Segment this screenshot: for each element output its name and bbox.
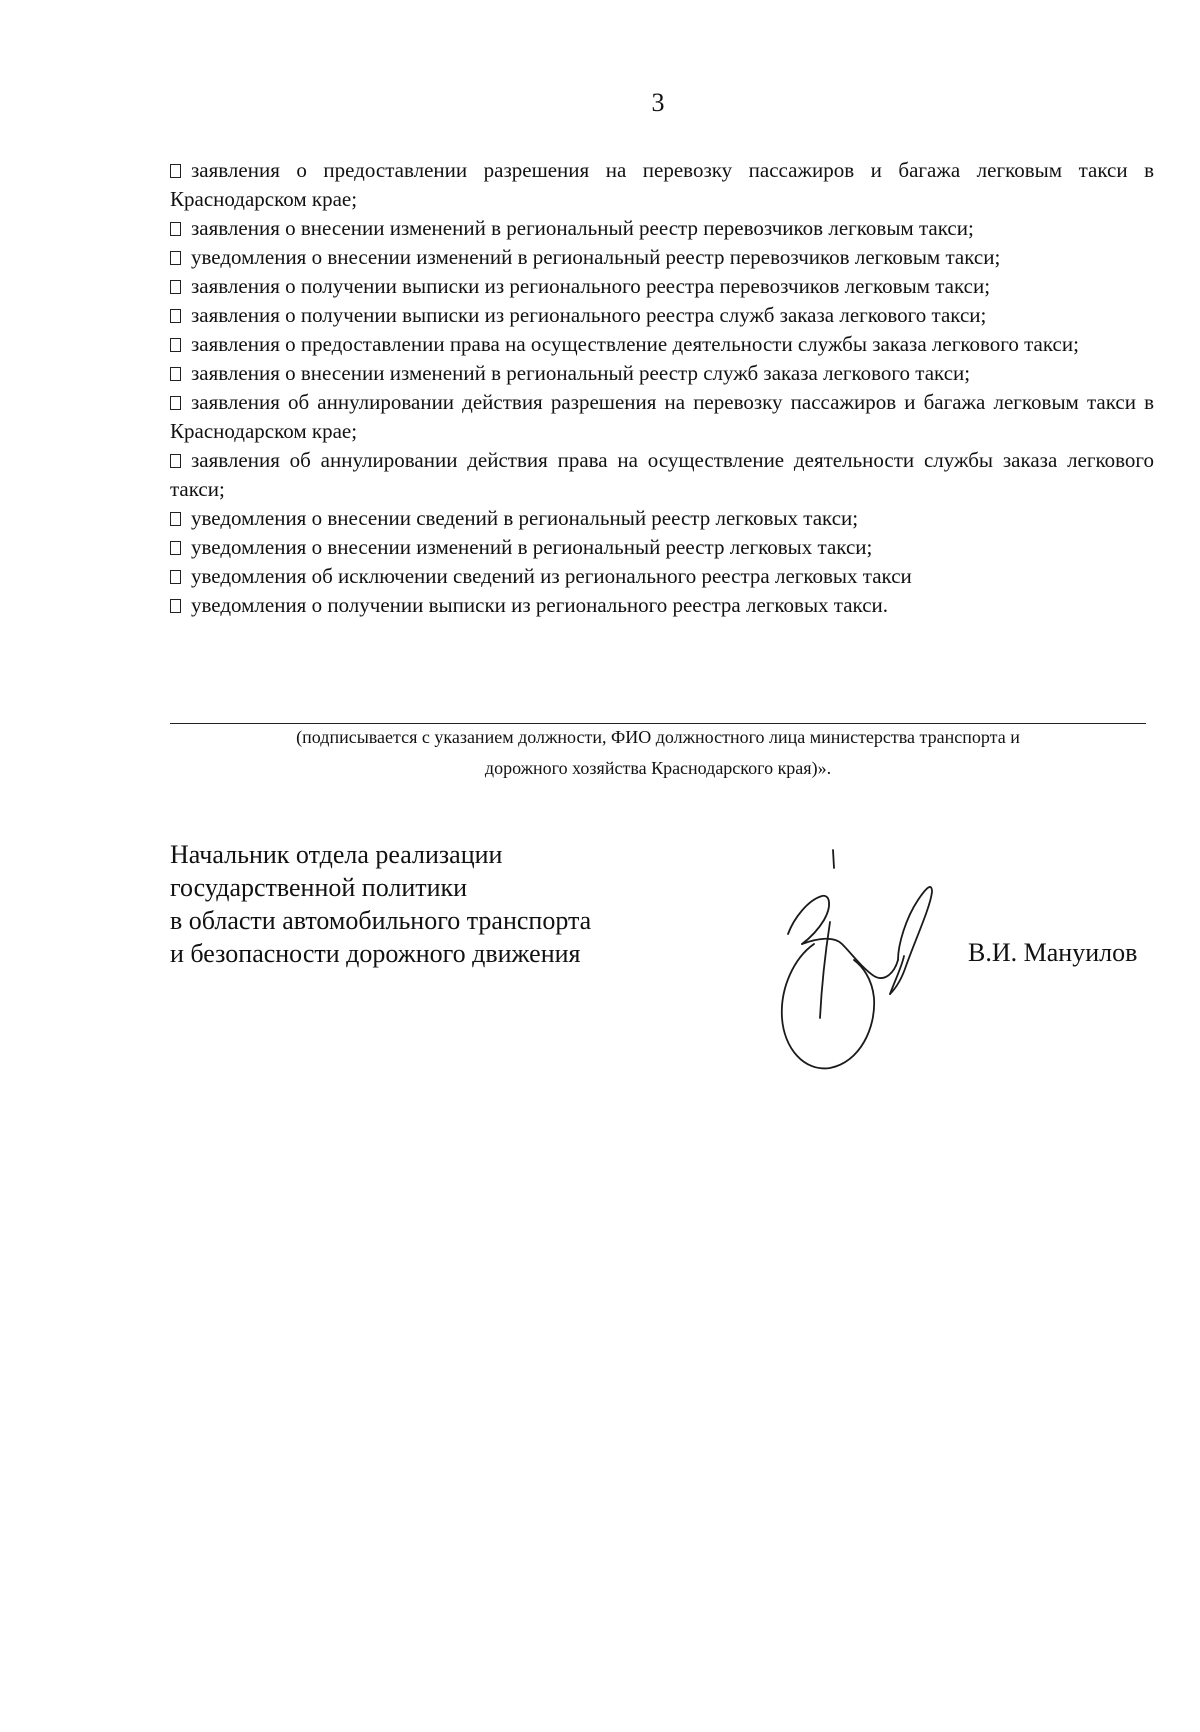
- list-item: [170, 446, 1154, 504]
- list-item-text: уведомления о внесении изменений в региональный реестр перевозчиков легковым такси;: [191, 245, 1001, 269]
- list-item: [170, 533, 1154, 562]
- list-item-text: заявления о внесении изменений в региональный реестр перевозчиков легковым такси;: [191, 216, 974, 240]
- list-item-text: заявления о получении выписки из регионального реестра служб заказа легкового такси;: [191, 303, 987, 327]
- list-item-text: заявления об аннулировании действия разрешения на перевозку пассажиров и багажа легковым такси в Краснодарском крае;: [170, 390, 1154, 443]
- checkbox-icon: [170, 541, 181, 555]
- list-item-text: заявления о предоставлении разрешения на перевозку пассажиров и багажа легковым такси в Краснодарском крае;: [170, 158, 1154, 211]
- document-checklist: [170, 156, 1154, 620]
- page-number: 3: [651, 88, 665, 117]
- checkbox-icon: [170, 599, 181, 613]
- list-item: [170, 504, 1154, 533]
- list-item: [170, 301, 1154, 330]
- list-item-text: заявления о получении выписки из регионального реестра перевозчиков легковым такси;: [191, 274, 991, 298]
- checkbox-icon: [170, 164, 181, 178]
- list-item-text: заявления об аннулировании действия права на осуществление деятельности службы заказа легкового такси;: [170, 448, 1154, 501]
- signature-caption: [170, 722, 1146, 784]
- checkbox-icon: [170, 570, 181, 584]
- signer-position: [170, 838, 591, 970]
- list-item: [170, 388, 1154, 446]
- list-item-text: уведомления об исключении сведений из регионального реестра легковых такси: [191, 564, 912, 588]
- checkbox-icon: [170, 338, 181, 352]
- list-item: [170, 330, 1154, 359]
- checkbox-icon: [170, 367, 181, 381]
- list-item: [170, 359, 1154, 388]
- signer-position-line: государственной политики: [170, 873, 468, 902]
- list-item-text: заявления о внесении изменений в региональный реестр служб заказа легкового такси;: [191, 361, 971, 385]
- checkbox-icon: [170, 512, 181, 526]
- list-item: [170, 591, 1154, 620]
- signer-position-line: и безопасности дорожного движения: [170, 939, 581, 968]
- list-item: [170, 272, 1154, 301]
- checkbox-icon: [170, 396, 181, 410]
- signer-name: В.И. Мануилов: [968, 938, 1138, 967]
- list-item-text: уведомления о внесении сведений в региональный реестр легковых такси;: [191, 506, 859, 530]
- signature-caption-line: дорожного хозяйства Краснодарского края)».: [484, 758, 832, 778]
- checkbox-icon: [170, 454, 181, 468]
- list-item-text: уведомления о получении выписки из регионального реестра легковых такси.: [191, 593, 889, 617]
- checkbox-icon: [170, 251, 181, 265]
- handwritten-signature: [770, 848, 950, 1078]
- list-item: [170, 214, 1154, 243]
- list-item-text: заявления о предоставлении права на осуществление деятельности службы заказа легкового такси;: [191, 332, 1079, 356]
- signature-caption-line: (подписывается с указанием должности, ФИО должностного лица министерства транспорта и: [296, 727, 1020, 747]
- checkbox-icon: [170, 222, 181, 236]
- checkbox-icon: [170, 309, 181, 323]
- list-item: [170, 156, 1154, 214]
- checkbox-icon: [170, 280, 181, 294]
- list-item: [170, 562, 1154, 591]
- list-item-text: уведомления о внесении изменений в региональный реестр легковых такси;: [191, 535, 873, 559]
- list-item: [170, 243, 1154, 272]
- signer-position-line: в области автомобильного транспорта: [170, 906, 592, 935]
- signer-position-line: Начальник отдела реализации: [170, 840, 503, 869]
